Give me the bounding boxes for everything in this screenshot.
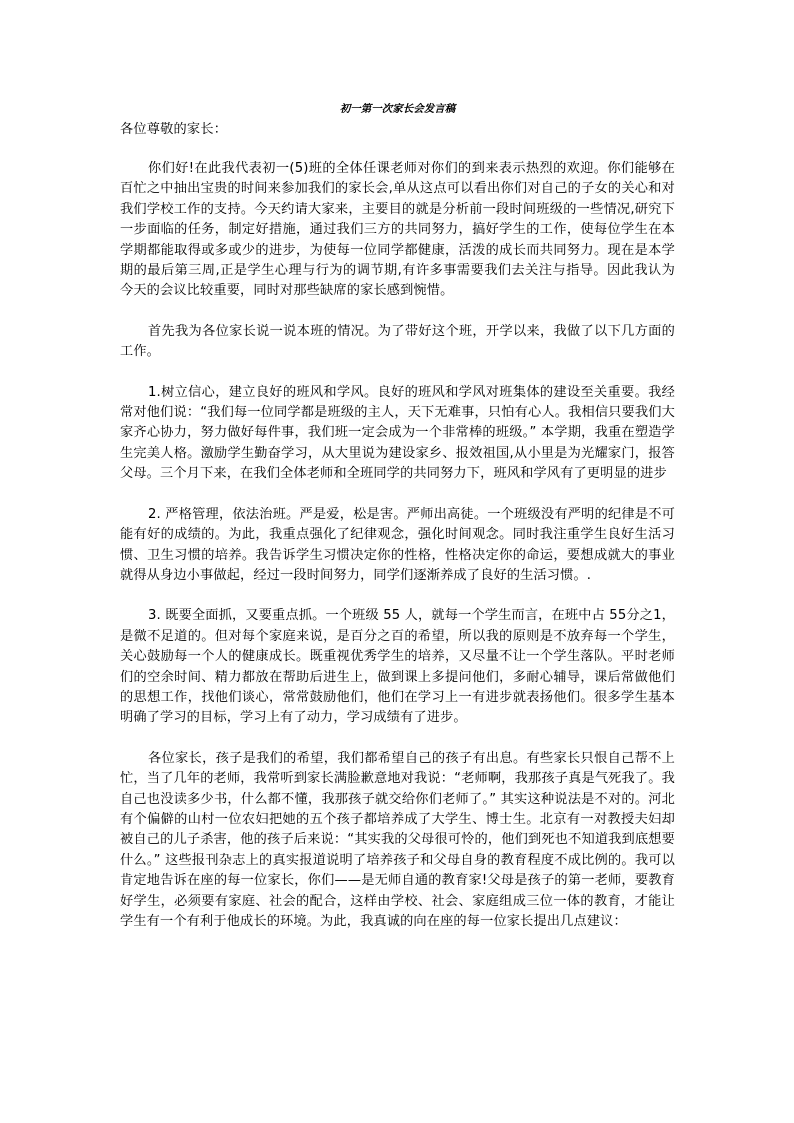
document-page — [120, 0, 675, 932]
paragraph-point-2: 2. 严格管理，依法治班。严是爱，松是害。严师出高徒。一个班级没有严明的纪律是不可能有好的成绩的。为此，我重点强化了纪律观念，强化时间观念。同时我注重学生良好生活习惯、卫生习惯的培养。我告诉学生习惯决定你的性格，性格决定你的命运，要想成就大的事业就得从身边小事做起，经过一段时间努力，同学们逐渐养成了良好的生活习惯。. — [120, 506, 675, 583]
document-title: 初一第一次家长会发言稿 — [339, 103, 456, 115]
paragraph-class-intro: 首先我为各位家长说一说本班的情况。为了带好这个班，开学以来，我做了以下几方面的工作。 — [120, 323, 675, 360]
salutation: 各位尊敬的家长： — [120, 122, 228, 137]
paragraph-point-3: 3. 既要全面抓，又要重点抓。一个班级 55 人，就每一个学生而言，在班中占 55分之1，是微不足道的。但对每个家庭来说，是百分之百的希望，所以我的原则是不放弃每一个学生，关心鼓励每一个人的健康成长。既重视优秀学生的培养，又尽量不让一个学生落队。平时老师们的空余时间、精力都放在帮助后进生上，做到课上多提问他们，多耐心辅导，课后常做他们的思想工作，找他们谈心，常常鼓励他们，他们在学习上一有进步就表扬他们。很多学生基本明确了学习的目标，学习上有了动力，学习成绩有了进步。 — [120, 608, 675, 726]
paragraph-welcome: 你们好!在此我代表初一(5)班的全体任课老师对你们的到来表示热烈的欢迎。你们能够在百忙之中抽出宝贵的时间来参加我们的家长会,单从这点可以看出你们对自己的子女的关心和对我们学校工作的支持。今天约请大家来，主要目的就是分析前一段时间班级的一些情况,研究下一步面临的任务，制定好措施，通过我们三方的共同努力，搞好学生的工作，使每位学生在本学期都能取得或多或少的进步，为使每一位同学都健康，活泼的成长而共同努力。现在是本学期的最后第三周,正是学生心理与行为的调节期,有许多事需要我们去关注与指导。因此我认为今天的会议比较重要，同时对那些缺席的家长感到惋惜。 — [120, 161, 675, 299]
paragraph-point-1: 1.树立信心，建立良好的班风和学风。良好的班风和学风对班集体的建设至关重要。我经常对他们说：“我们每一位同学都是班级的主人，天下无难事，只怕有心人。我相信只要我们大家齐心协力，努力做好每件事，我们班一定会成为一个非常棒的班级。” 本学期，我重在塑造学生完美人格。激励学生勤奋学习，从大里说为建设家乡、报效祖国,从小里是为光耀家门，报答父母。三个月下来，在我们全体老师和全班同学的共同努力下，班风和学风有了更明显的进步 — [120, 384, 675, 482]
paragraph-parents: 各位家长，孩子是我们的希望，我们都希望自己的孩子有出息。有些家长只恨自己帮不上忙，当了几年的老师，我常听到家长满脸歉意地对我说：“老师啊，我那孩子真是气死我了。我自己也没读多少书，什么都不懂，我那孩子就交给你们老师了。” 其实这种说法是不对的。河北有个偏僻的山村一位农妇把她的五个孩子都培养成了大学生、博士生。北京有一对教授夫妇却被自己的儿子杀害，他的孩子后来说：“其实我的父母很可怜的，他们到死也不知道我到底想要什么。” 这些报刊杂志上的真实报道说明了培养孩子和父母自身的教育程度不成比例的。我可以肯定地告诉在座的每一位家长，你们——是无师自通的教育家!父母是孩子的第一老师，要教育好学生，必须要有家庭、社会的配合，这样由学校、社会、家庭组成三位一体的教育，才能让学生有一个有利于他成长的环境。为此，我真诚的向在座的每一位家长提出几点建议： — [120, 750, 675, 929]
